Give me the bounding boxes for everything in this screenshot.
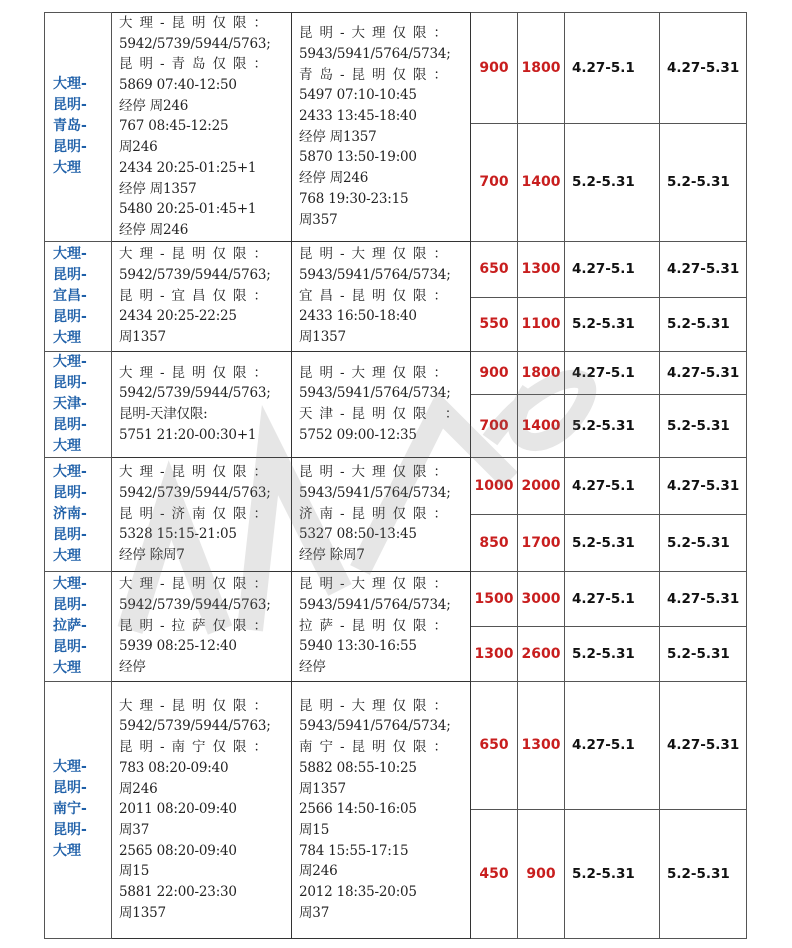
train-line: 5943/5941/5764/5734; <box>299 267 451 284</box>
route-segment: 昆明- <box>53 139 87 156</box>
train-line: 大理-昆明仅限： <box>119 576 275 593</box>
travel-period-cell: 5.2-5.31 <box>660 394 747 457</box>
travel-period-cell: 4.27-5.31 <box>660 457 747 514</box>
route-cell <box>45 457 112 571</box>
train-line: 2433 13:45-18:40 <box>299 108 417 125</box>
price-a-cell: 900 <box>471 351 518 394</box>
route-segment: 南宁- <box>53 801 87 818</box>
travel-period-cell: 5.2-5.31 <box>660 809 747 938</box>
fare-row <box>45 571 747 626</box>
train-line: 783 08:20-09:40 <box>119 759 229 776</box>
train-line: 昆明-拉萨仅限： <box>119 617 275 634</box>
fare-row <box>45 13 747 124</box>
train-line: 5943/5941/5764/5734; <box>299 46 451 63</box>
travel-period-cell: 5.2-5.31 <box>660 626 747 681</box>
route-segment: 济南- <box>53 505 87 522</box>
train-line: 周37 <box>119 821 150 838</box>
train-line: 大理-昆明仅限： <box>119 246 275 263</box>
train-line: 2433 16:50-18:40 <box>299 308 417 325</box>
train-line: 784 15:55-17:15 <box>299 842 409 859</box>
outbound-trains-cell <box>112 13 292 242</box>
train-line: 2434 20:25-22:25 <box>119 308 237 325</box>
train-line: 周1357 <box>299 329 346 346</box>
outbound-trains-cell <box>112 241 292 351</box>
outbound-trains-cell <box>112 571 292 681</box>
price-b-cell: 1100 <box>518 297 565 351</box>
route-cell <box>45 351 112 457</box>
train-line: 昆明-济南仅限： <box>119 505 275 522</box>
travel-period-cell: 5.2-5.31 <box>660 124 747 241</box>
route-segment: 昆明- <box>53 596 87 613</box>
price-a-cell: 700 <box>471 394 518 457</box>
train-line: 5497 07:10-10:45 <box>299 87 417 104</box>
route-segment: 大理 <box>53 843 81 860</box>
train-line: 周1357 <box>119 329 166 346</box>
price-b-cell: 1700 <box>518 514 565 571</box>
train-line: 5942/5739/5944/5763; <box>119 597 271 614</box>
train-line: 5942/5739/5944/5763; <box>119 385 271 402</box>
route-segment: 大理 <box>53 329 81 346</box>
route-segment: 大理- <box>53 575 87 592</box>
route-segment: 大理- <box>53 759 87 776</box>
train-line: 5328 15:15-21:05 <box>119 526 237 543</box>
fare-table <box>44 12 747 939</box>
sale-period-cell: 4.27-5.1 <box>565 351 660 394</box>
inbound-trains-cell <box>292 241 471 351</box>
train-line: 5942/5739/5944/5763; <box>119 35 271 52</box>
train-line: 5870 13:50-19:00 <box>299 149 417 166</box>
train-line: 周15 <box>119 863 150 880</box>
train-line: 昆明-大理仅限： <box>299 246 455 263</box>
train-line: 昆明-南宁仅限： <box>119 739 275 756</box>
train-line: 经停 <box>299 659 326 676</box>
price-a-cell: 450 <box>471 809 518 938</box>
train-line: 2565 08:20-09:40 <box>119 842 237 859</box>
sale-period-cell: 4.27-5.1 <box>565 681 660 809</box>
travel-period-cell: 4.27-5.31 <box>660 571 747 626</box>
train-line: 经停 除周7 <box>119 547 185 564</box>
train-line: 5943/5941/5764/5734; <box>299 718 451 735</box>
train-line: 济南-昆明仅限： <box>299 505 455 522</box>
sale-period-cell: 4.27-5.1 <box>565 571 660 626</box>
inbound-trains-cell <box>292 13 471 242</box>
route-segment: 天津- <box>53 395 87 412</box>
train-line: 5480 20:25-01:45+1 <box>119 201 257 218</box>
route-cell <box>45 681 112 938</box>
price-a-cell: 900 <box>471 13 518 124</box>
sale-period-cell: 5.2-5.31 <box>565 809 660 938</box>
inbound-trains-cell <box>292 681 471 938</box>
train-line: 周246 <box>299 863 338 880</box>
route-segment: 大理- <box>53 245 87 262</box>
train-line: 5943/5941/5764/5734; <box>299 485 451 502</box>
train-line: 昆明-大理仅限： <box>299 464 455 481</box>
train-line: 经停 周1357 <box>119 180 197 197</box>
train-line: 经停 周1357 <box>299 128 377 145</box>
train-line: 昆明-大理仅限： <box>299 25 455 42</box>
route-segment: 昆明- <box>53 526 87 543</box>
train-line: 5942/5739/5944/5763; <box>119 267 271 284</box>
train-line: 宜昌-昆明仅限： <box>299 287 455 304</box>
train-line: 昆明-大理仅限： <box>299 697 455 714</box>
travel-period-cell: 4.27-5.31 <box>660 351 747 394</box>
train-line: 经停 除周7 <box>299 547 365 564</box>
train-line: 大理-昆明仅限： <box>119 15 275 31</box>
route-segment: 大理- <box>53 353 87 370</box>
price-a-cell: 700 <box>471 124 518 241</box>
fare-row <box>45 681 747 809</box>
route-segment: 昆明- <box>53 266 87 283</box>
route-segment: 昆明- <box>53 780 87 797</box>
route-segment: 大理 <box>53 659 81 676</box>
train-line: 5940 13:30-16:55 <box>299 638 417 655</box>
travel-period-cell: 5.2-5.31 <box>660 297 747 351</box>
price-a-cell: 1300 <box>471 626 518 681</box>
train-line: 5327 08:50-13:45 <box>299 526 417 543</box>
route-segment: 大理 <box>53 547 81 564</box>
route-segment: 青岛- <box>53 118 87 135</box>
travel-period-cell: 4.27-5.31 <box>660 13 747 124</box>
travel-period-cell: 4.27-5.31 <box>660 681 747 809</box>
train-line: 南宁-昆明仅限： <box>299 739 455 756</box>
train-line: 经停 周246 <box>119 97 189 114</box>
outbound-trains-cell <box>112 457 292 571</box>
fare-row <box>45 241 747 297</box>
price-a-cell: 650 <box>471 241 518 297</box>
route-cell <box>45 241 112 351</box>
train-line: 5751 21:20-00:30+1 <box>119 426 257 443</box>
route-segment: 大理- <box>53 463 87 480</box>
train-line: 青岛-昆明仅限： <box>299 66 455 83</box>
travel-period-cell: 5.2-5.31 <box>660 514 747 571</box>
train-line: 768 19:30-23:15 <box>299 190 409 207</box>
travel-period-cell: 4.27-5.31 <box>660 241 747 297</box>
train-line: 周246 <box>119 780 158 797</box>
price-b-cell: 1400 <box>518 394 565 457</box>
inbound-trains-cell <box>292 457 471 571</box>
train-line: 5882 08:55-10:25 <box>299 759 417 776</box>
route-cell <box>45 13 112 242</box>
price-b-cell: 1300 <box>518 681 565 809</box>
sale-period-cell: 4.27-5.1 <box>565 241 660 297</box>
train-line: 昆明-大理仅限： <box>299 364 455 381</box>
route-segment: 昆明- <box>53 822 87 839</box>
train-line: 2011 08:20-09:40 <box>119 801 237 818</box>
inbound-trains-cell <box>292 351 471 457</box>
train-line: 天津-昆明仅限 ： <box>299 406 466 423</box>
train-line: 经停 周246 <box>119 221 189 238</box>
route-segment: 宜昌- <box>53 287 87 304</box>
train-line: 周1357 <box>299 780 346 797</box>
price-b-cell: 3000 <box>518 571 565 626</box>
price-b-cell: 2000 <box>518 457 565 514</box>
train-line: 大理-昆明仅限： <box>119 697 275 714</box>
train-line: 大理-昆明仅限： <box>119 364 275 381</box>
route-segment: 昆明- <box>53 416 87 433</box>
train-line: 5942/5739/5944/5763; <box>119 718 271 735</box>
train-line: 2434 20:25-01:25+1 <box>119 159 257 176</box>
price-b-cell: 1800 <box>518 351 565 394</box>
train-line: 5869 07:40-12:50 <box>119 77 237 94</box>
train-line: 周357 <box>299 211 338 228</box>
train-line: 767 08:45-12:25 <box>119 118 229 135</box>
route-segment: 昆明- <box>53 638 87 655</box>
route-segment: 大理 <box>53 437 81 454</box>
price-b-cell: 2600 <box>518 626 565 681</box>
train-line: 5939 08:25-12:40 <box>119 638 237 655</box>
train-line: 大理-昆明仅限： <box>119 464 275 481</box>
train-line: 5752 09:00-12:35 <box>299 426 417 443</box>
route-cell <box>45 571 112 681</box>
train-line: 周1357 <box>119 904 166 921</box>
train-line: 5943/5941/5764/5734; <box>299 597 451 614</box>
train-line: 周246 <box>119 139 158 156</box>
inbound-trains-cell <box>292 571 471 681</box>
price-b-cell: 1400 <box>518 124 565 241</box>
train-line: 经停 周246 <box>299 170 369 187</box>
route-segment: 昆明- <box>53 484 87 501</box>
train-line: 5881 22:00-23:30 <box>119 883 237 900</box>
sale-period-cell: 4.27-5.1 <box>565 13 660 124</box>
price-a-cell: 550 <box>471 297 518 351</box>
train-line: 周37 <box>299 904 330 921</box>
train-line: 经停 <box>119 659 146 676</box>
fare-row <box>45 351 747 394</box>
sale-period-cell: 5.2-5.31 <box>565 514 660 571</box>
price-a-cell: 650 <box>471 681 518 809</box>
outbound-trains-cell <box>112 351 292 457</box>
train-line: 2566 14:50-16:05 <box>299 801 417 818</box>
price-a-cell: 1000 <box>471 457 518 514</box>
sale-period-cell: 5.2-5.31 <box>565 626 660 681</box>
price-a-cell: 850 <box>471 514 518 571</box>
train-line: 拉萨-昆明仅限： <box>299 617 455 634</box>
train-line: 2012 18:35-20:05 <box>299 883 417 900</box>
train-line: 昆明-天津仅限: <box>119 406 208 423</box>
train-line: 5942/5739/5944/5763; <box>119 485 271 502</box>
route-segment: 大理 <box>53 160 81 177</box>
train-line: 昆明-宜昌仅限： <box>119 287 275 304</box>
route-segment: 大理- <box>53 76 87 93</box>
fare-row <box>45 457 747 514</box>
route-segment: 拉萨- <box>53 617 87 634</box>
outbound-trains-cell <box>112 681 292 938</box>
price-a-cell: 1500 <box>471 571 518 626</box>
train-line: 昆明-大理仅限： <box>299 576 455 593</box>
route-segment: 昆明- <box>53 97 87 114</box>
price-b-cell: 900 <box>518 809 565 938</box>
sale-period-cell: 5.2-5.31 <box>565 297 660 351</box>
route-segment: 昆明- <box>53 374 87 391</box>
train-line: 周15 <box>299 821 330 838</box>
route-segment: 昆明- <box>53 308 87 325</box>
price-b-cell: 1300 <box>518 241 565 297</box>
train-line: 昆明-青岛仅限： <box>119 56 275 73</box>
sale-period-cell: 4.27-5.1 <box>565 457 660 514</box>
sale-period-cell: 5.2-5.31 <box>565 124 660 241</box>
price-b-cell: 1800 <box>518 13 565 124</box>
sale-period-cell: 5.2-5.31 <box>565 394 660 457</box>
train-line: 5943/5941/5764/5734; <box>299 385 451 402</box>
